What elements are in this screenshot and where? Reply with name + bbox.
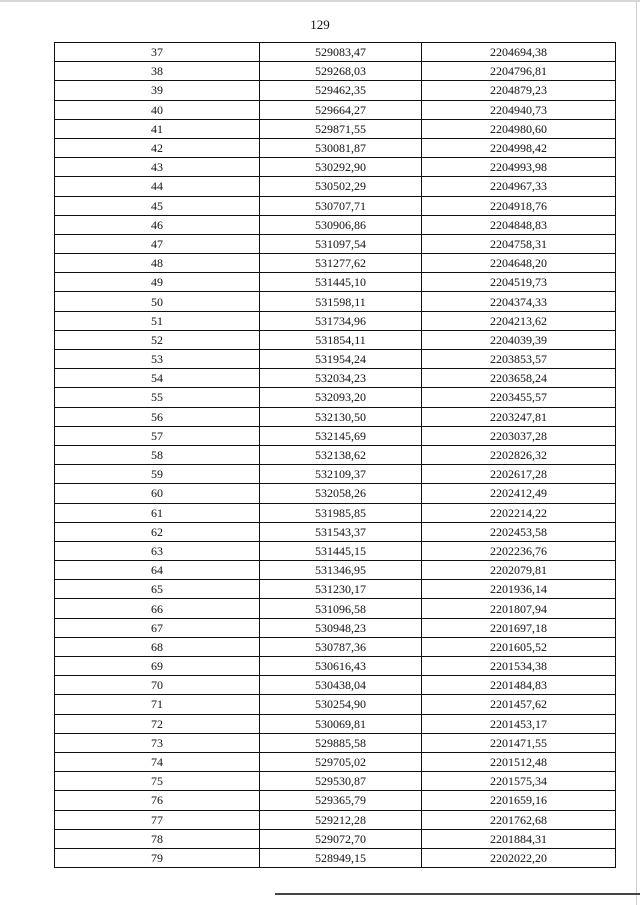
table-row xyxy=(55,733,616,752)
y-coordinate-cell: 2204918,76 xyxy=(422,196,616,215)
point-number-cell: 61 xyxy=(55,503,260,522)
x-coordinate-cell: 530502,29 xyxy=(260,177,422,196)
table-row xyxy=(55,177,616,196)
y-coordinate-cell: 2203037,28 xyxy=(422,426,616,445)
table-row xyxy=(55,62,616,81)
x-coordinate-cell: 529705,02 xyxy=(260,752,422,771)
point-number-cell: 53 xyxy=(55,350,260,369)
x-coordinate-cell: 530292,90 xyxy=(260,158,422,177)
table-row xyxy=(55,311,616,330)
x-coordinate-cell: 529885,58 xyxy=(260,733,422,752)
y-coordinate-cell: 2201484,83 xyxy=(422,676,616,695)
x-coordinate-cell: 529083,47 xyxy=(260,43,422,62)
y-coordinate-cell: 2201575,34 xyxy=(422,772,616,791)
x-coordinate-cell: 532130,50 xyxy=(260,407,422,426)
point-number-cell: 40 xyxy=(55,100,260,119)
point-number-cell: 51 xyxy=(55,311,260,330)
x-coordinate-cell: 529072,70 xyxy=(260,829,422,848)
y-coordinate-cell: 2201807,94 xyxy=(422,599,616,618)
table-row xyxy=(55,637,616,656)
point-number-cell: 44 xyxy=(55,177,260,196)
table-row xyxy=(55,138,616,157)
point-number-cell: 77 xyxy=(55,810,260,829)
table-row xyxy=(55,772,616,791)
x-coordinate-cell: 529462,35 xyxy=(260,81,422,100)
table-row xyxy=(55,292,616,311)
point-number-cell: 60 xyxy=(55,484,260,503)
table-row xyxy=(55,484,616,503)
x-coordinate-cell: 531985,85 xyxy=(260,503,422,522)
point-number-cell: 54 xyxy=(55,369,260,388)
x-coordinate-cell: 531445,15 xyxy=(260,541,422,560)
point-number-cell: 75 xyxy=(55,772,260,791)
point-number-cell: 69 xyxy=(55,657,260,676)
x-coordinate-cell: 530081,87 xyxy=(260,138,422,157)
table-row xyxy=(55,618,616,637)
coordinates-table xyxy=(54,42,616,868)
y-coordinate-cell: 2201697,18 xyxy=(422,618,616,637)
x-coordinate-cell: 530616,43 xyxy=(260,657,422,676)
y-coordinate-cell: 2203455,57 xyxy=(422,388,616,407)
table-row xyxy=(55,254,616,273)
table-row xyxy=(55,561,616,580)
table-row xyxy=(55,580,616,599)
y-coordinate-cell: 2202412,49 xyxy=(422,484,616,503)
x-coordinate-cell: 531346,95 xyxy=(260,561,422,580)
y-coordinate-cell: 2202214,22 xyxy=(422,503,616,522)
x-coordinate-cell: 531445,10 xyxy=(260,273,422,292)
point-number-cell: 57 xyxy=(55,426,260,445)
table-row xyxy=(55,273,616,292)
table-row xyxy=(55,714,616,733)
point-number-cell: 62 xyxy=(55,522,260,541)
y-coordinate-cell: 2204694,38 xyxy=(422,43,616,62)
scan-edge-bottom xyxy=(275,893,640,895)
x-coordinate-cell: 529530,87 xyxy=(260,772,422,791)
point-number-cell: 79 xyxy=(55,848,260,867)
coordinates-table-body xyxy=(55,43,616,868)
point-number-cell: 37 xyxy=(55,43,260,62)
y-coordinate-cell: 2201471,55 xyxy=(422,733,616,752)
point-number-cell: 45 xyxy=(55,196,260,215)
x-coordinate-cell: 531097,54 xyxy=(260,234,422,253)
point-number-cell: 56 xyxy=(55,407,260,426)
y-coordinate-cell: 2201457,62 xyxy=(422,695,616,714)
point-number-cell: 42 xyxy=(55,138,260,157)
x-coordinate-cell: 530707,71 xyxy=(260,196,422,215)
y-coordinate-cell: 2202453,58 xyxy=(422,522,616,541)
x-coordinate-cell: 529268,03 xyxy=(260,62,422,81)
x-coordinate-cell: 530438,04 xyxy=(260,676,422,695)
point-number-cell: 46 xyxy=(55,215,260,234)
y-coordinate-cell: 2204758,31 xyxy=(422,234,616,253)
y-coordinate-cell: 2201534,38 xyxy=(422,657,616,676)
y-coordinate-cell: 2204796,81 xyxy=(422,62,616,81)
y-coordinate-cell: 2201453,17 xyxy=(422,714,616,733)
point-number-cell: 58 xyxy=(55,445,260,464)
x-coordinate-cell: 531598,11 xyxy=(260,292,422,311)
x-coordinate-cell: 529871,55 xyxy=(260,119,422,138)
table-row xyxy=(55,829,616,848)
table-row xyxy=(55,848,616,867)
y-coordinate-cell: 2202022,20 xyxy=(422,848,616,867)
point-number-cell: 67 xyxy=(55,618,260,637)
y-coordinate-cell: 2202236,76 xyxy=(422,541,616,560)
x-coordinate-cell: 532093,20 xyxy=(260,388,422,407)
table-row xyxy=(55,234,616,253)
y-coordinate-cell: 2201884,31 xyxy=(422,829,616,848)
x-coordinate-cell: 532058,26 xyxy=(260,484,422,503)
x-coordinate-cell: 530069,81 xyxy=(260,714,422,733)
x-coordinate-cell: 528949,15 xyxy=(260,848,422,867)
y-coordinate-cell: 2201659,16 xyxy=(422,791,616,810)
y-coordinate-cell: 2204940,73 xyxy=(422,100,616,119)
y-coordinate-cell: 2204980,60 xyxy=(422,119,616,138)
x-coordinate-cell: 531277,62 xyxy=(260,254,422,273)
y-coordinate-cell: 2203658,24 xyxy=(422,369,616,388)
table-row xyxy=(55,752,616,771)
point-number-cell: 70 xyxy=(55,676,260,695)
point-number-cell: 64 xyxy=(55,561,260,580)
table-row xyxy=(55,388,616,407)
y-coordinate-cell: 2203247,81 xyxy=(422,407,616,426)
table-row xyxy=(55,791,616,810)
point-number-cell: 72 xyxy=(55,714,260,733)
y-coordinate-cell: 2204848,83 xyxy=(422,215,616,234)
x-coordinate-cell: 532109,37 xyxy=(260,465,422,484)
table-row xyxy=(55,541,616,560)
page-number: 129 xyxy=(310,17,330,32)
y-coordinate-cell: 2203853,57 xyxy=(422,350,616,369)
x-coordinate-cell: 532145,69 xyxy=(260,426,422,445)
y-coordinate-cell: 2201605,52 xyxy=(422,637,616,656)
table-row xyxy=(55,522,616,541)
scan-edge-top xyxy=(0,0,640,2)
x-coordinate-cell: 529365,79 xyxy=(260,791,422,810)
x-coordinate-cell: 532138,62 xyxy=(260,445,422,464)
table-row xyxy=(55,350,616,369)
y-coordinate-cell: 2204967,33 xyxy=(422,177,616,196)
table-row xyxy=(55,657,616,676)
point-number-cell: 63 xyxy=(55,541,260,560)
y-coordinate-cell: 2201936,14 xyxy=(422,580,616,599)
x-coordinate-cell: 529212,28 xyxy=(260,810,422,829)
x-coordinate-cell: 532034,23 xyxy=(260,369,422,388)
y-coordinate-cell: 2204039,39 xyxy=(422,330,616,349)
y-coordinate-cell: 2201512,48 xyxy=(422,752,616,771)
table-row xyxy=(55,465,616,484)
x-coordinate-cell: 530254,90 xyxy=(260,695,422,714)
table-row xyxy=(55,407,616,426)
table-row xyxy=(55,119,616,138)
table-row xyxy=(55,676,616,695)
point-number-cell: 59 xyxy=(55,465,260,484)
y-coordinate-cell: 2202826,32 xyxy=(422,445,616,464)
point-number-cell: 76 xyxy=(55,791,260,810)
table-row xyxy=(55,599,616,618)
table-row xyxy=(55,445,616,464)
point-number-cell: 65 xyxy=(55,580,260,599)
table-row xyxy=(55,369,616,388)
y-coordinate-cell: 2204374,33 xyxy=(422,292,616,311)
x-coordinate-cell: 530787,36 xyxy=(260,637,422,656)
y-coordinate-cell: 2204213,62 xyxy=(422,311,616,330)
point-number-cell: 71 xyxy=(55,695,260,714)
y-coordinate-cell: 2204519,73 xyxy=(422,273,616,292)
table-row xyxy=(55,695,616,714)
table-row xyxy=(55,810,616,829)
x-coordinate-cell: 530906,86 xyxy=(260,215,422,234)
point-number-cell: 78 xyxy=(55,829,260,848)
y-coordinate-cell: 2201762,68 xyxy=(422,810,616,829)
table-row xyxy=(55,158,616,177)
x-coordinate-cell: 531954,24 xyxy=(260,350,422,369)
y-coordinate-cell: 2204993,98 xyxy=(422,158,616,177)
table-row xyxy=(55,43,616,62)
point-number-cell: 52 xyxy=(55,330,260,349)
point-number-cell: 66 xyxy=(55,599,260,618)
point-number-cell: 41 xyxy=(55,119,260,138)
point-number-cell: 68 xyxy=(55,637,260,656)
x-coordinate-cell: 531543,37 xyxy=(260,522,422,541)
table-row xyxy=(55,426,616,445)
table-row xyxy=(55,100,616,119)
table-row xyxy=(55,196,616,215)
y-coordinate-cell: 2202617,28 xyxy=(422,465,616,484)
x-coordinate-cell: 530948,23 xyxy=(260,618,422,637)
table-row xyxy=(55,81,616,100)
y-coordinate-cell: 2202079,81 xyxy=(422,561,616,580)
table-row xyxy=(55,215,616,234)
x-coordinate-cell: 531734,96 xyxy=(260,311,422,330)
point-number-cell: 43 xyxy=(55,158,260,177)
x-coordinate-cell: 529664,27 xyxy=(260,100,422,119)
x-coordinate-cell: 531854,11 xyxy=(260,330,422,349)
table-row xyxy=(55,330,616,349)
y-coordinate-cell: 2204648,20 xyxy=(422,254,616,273)
point-number-cell: 55 xyxy=(55,388,260,407)
scan-edge-right xyxy=(636,0,637,905)
point-number-cell: 48 xyxy=(55,254,260,273)
point-number-cell: 38 xyxy=(55,62,260,81)
point-number-cell: 49 xyxy=(55,273,260,292)
point-number-cell: 74 xyxy=(55,752,260,771)
table-row xyxy=(55,503,616,522)
point-number-cell: 73 xyxy=(55,733,260,752)
point-number-cell: 50 xyxy=(55,292,260,311)
x-coordinate-cell: 531230,17 xyxy=(260,580,422,599)
y-coordinate-cell: 2204879,23 xyxy=(422,81,616,100)
point-number-cell: 39 xyxy=(55,81,260,100)
y-coordinate-cell: 2204998,42 xyxy=(422,138,616,157)
x-coordinate-cell: 531096,58 xyxy=(260,599,422,618)
point-number-cell: 47 xyxy=(55,234,260,253)
